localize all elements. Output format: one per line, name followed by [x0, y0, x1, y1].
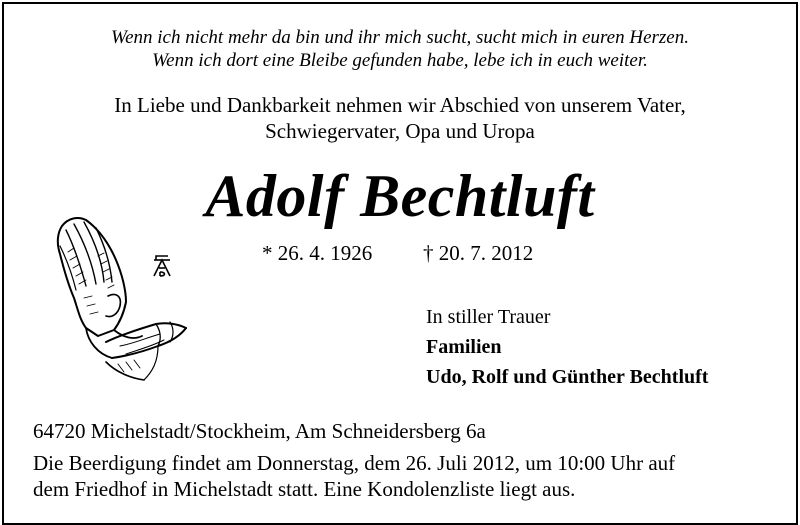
- deceased-name: Adolf Bechtluft: [205, 163, 595, 229]
- funeral-notice: [33, 450, 773, 502]
- mourners-block: [426, 302, 708, 392]
- families-label: Familien: [426, 336, 502, 358]
- verse-line-2: Wenn ich dort eine Bleibe gefunden habe, lebe ich in euch weiter.: [152, 50, 648, 71]
- funeral-line-1: Die Beerdigung findet am Donnerstag, dem 26. Juli 2012, um 10:00 Uhr auf: [33, 451, 676, 475]
- birth-date: * 26. 4. 1926: [262, 241, 373, 265]
- intro-line-1: In Liebe und Dankbarkeit nehmen wir Abschied von unserem Vater,: [114, 93, 686, 117]
- intro-line-2: Schwiegervater, Opa und Uropa: [265, 119, 535, 143]
- death-date: † 20. 7. 2012: [423, 241, 534, 265]
- memorial-verse: [0, 26, 800, 72]
- duerer-monogram-icon: [154, 256, 170, 276]
- mourner-names: Udo, Rolf und Günther Bechtluft: [426, 366, 709, 388]
- praying-hands-icon: [46, 212, 196, 387]
- family-address: 64720 Michelstadt/Stockheim, Am Schneidersberg 6a: [33, 419, 486, 443]
- farewell-intro: [0, 92, 800, 144]
- mourning-phrase: In stiller Trauer: [426, 306, 551, 328]
- funeral-line-2: dem Friedhof in Michelstadt statt. Eine Kondolenzliste liegt aus.: [33, 477, 576, 501]
- verse-line-1: Wenn ich nicht mehr da bin und ihr mich sucht, sucht mich in euren Herzen.: [110, 27, 689, 48]
